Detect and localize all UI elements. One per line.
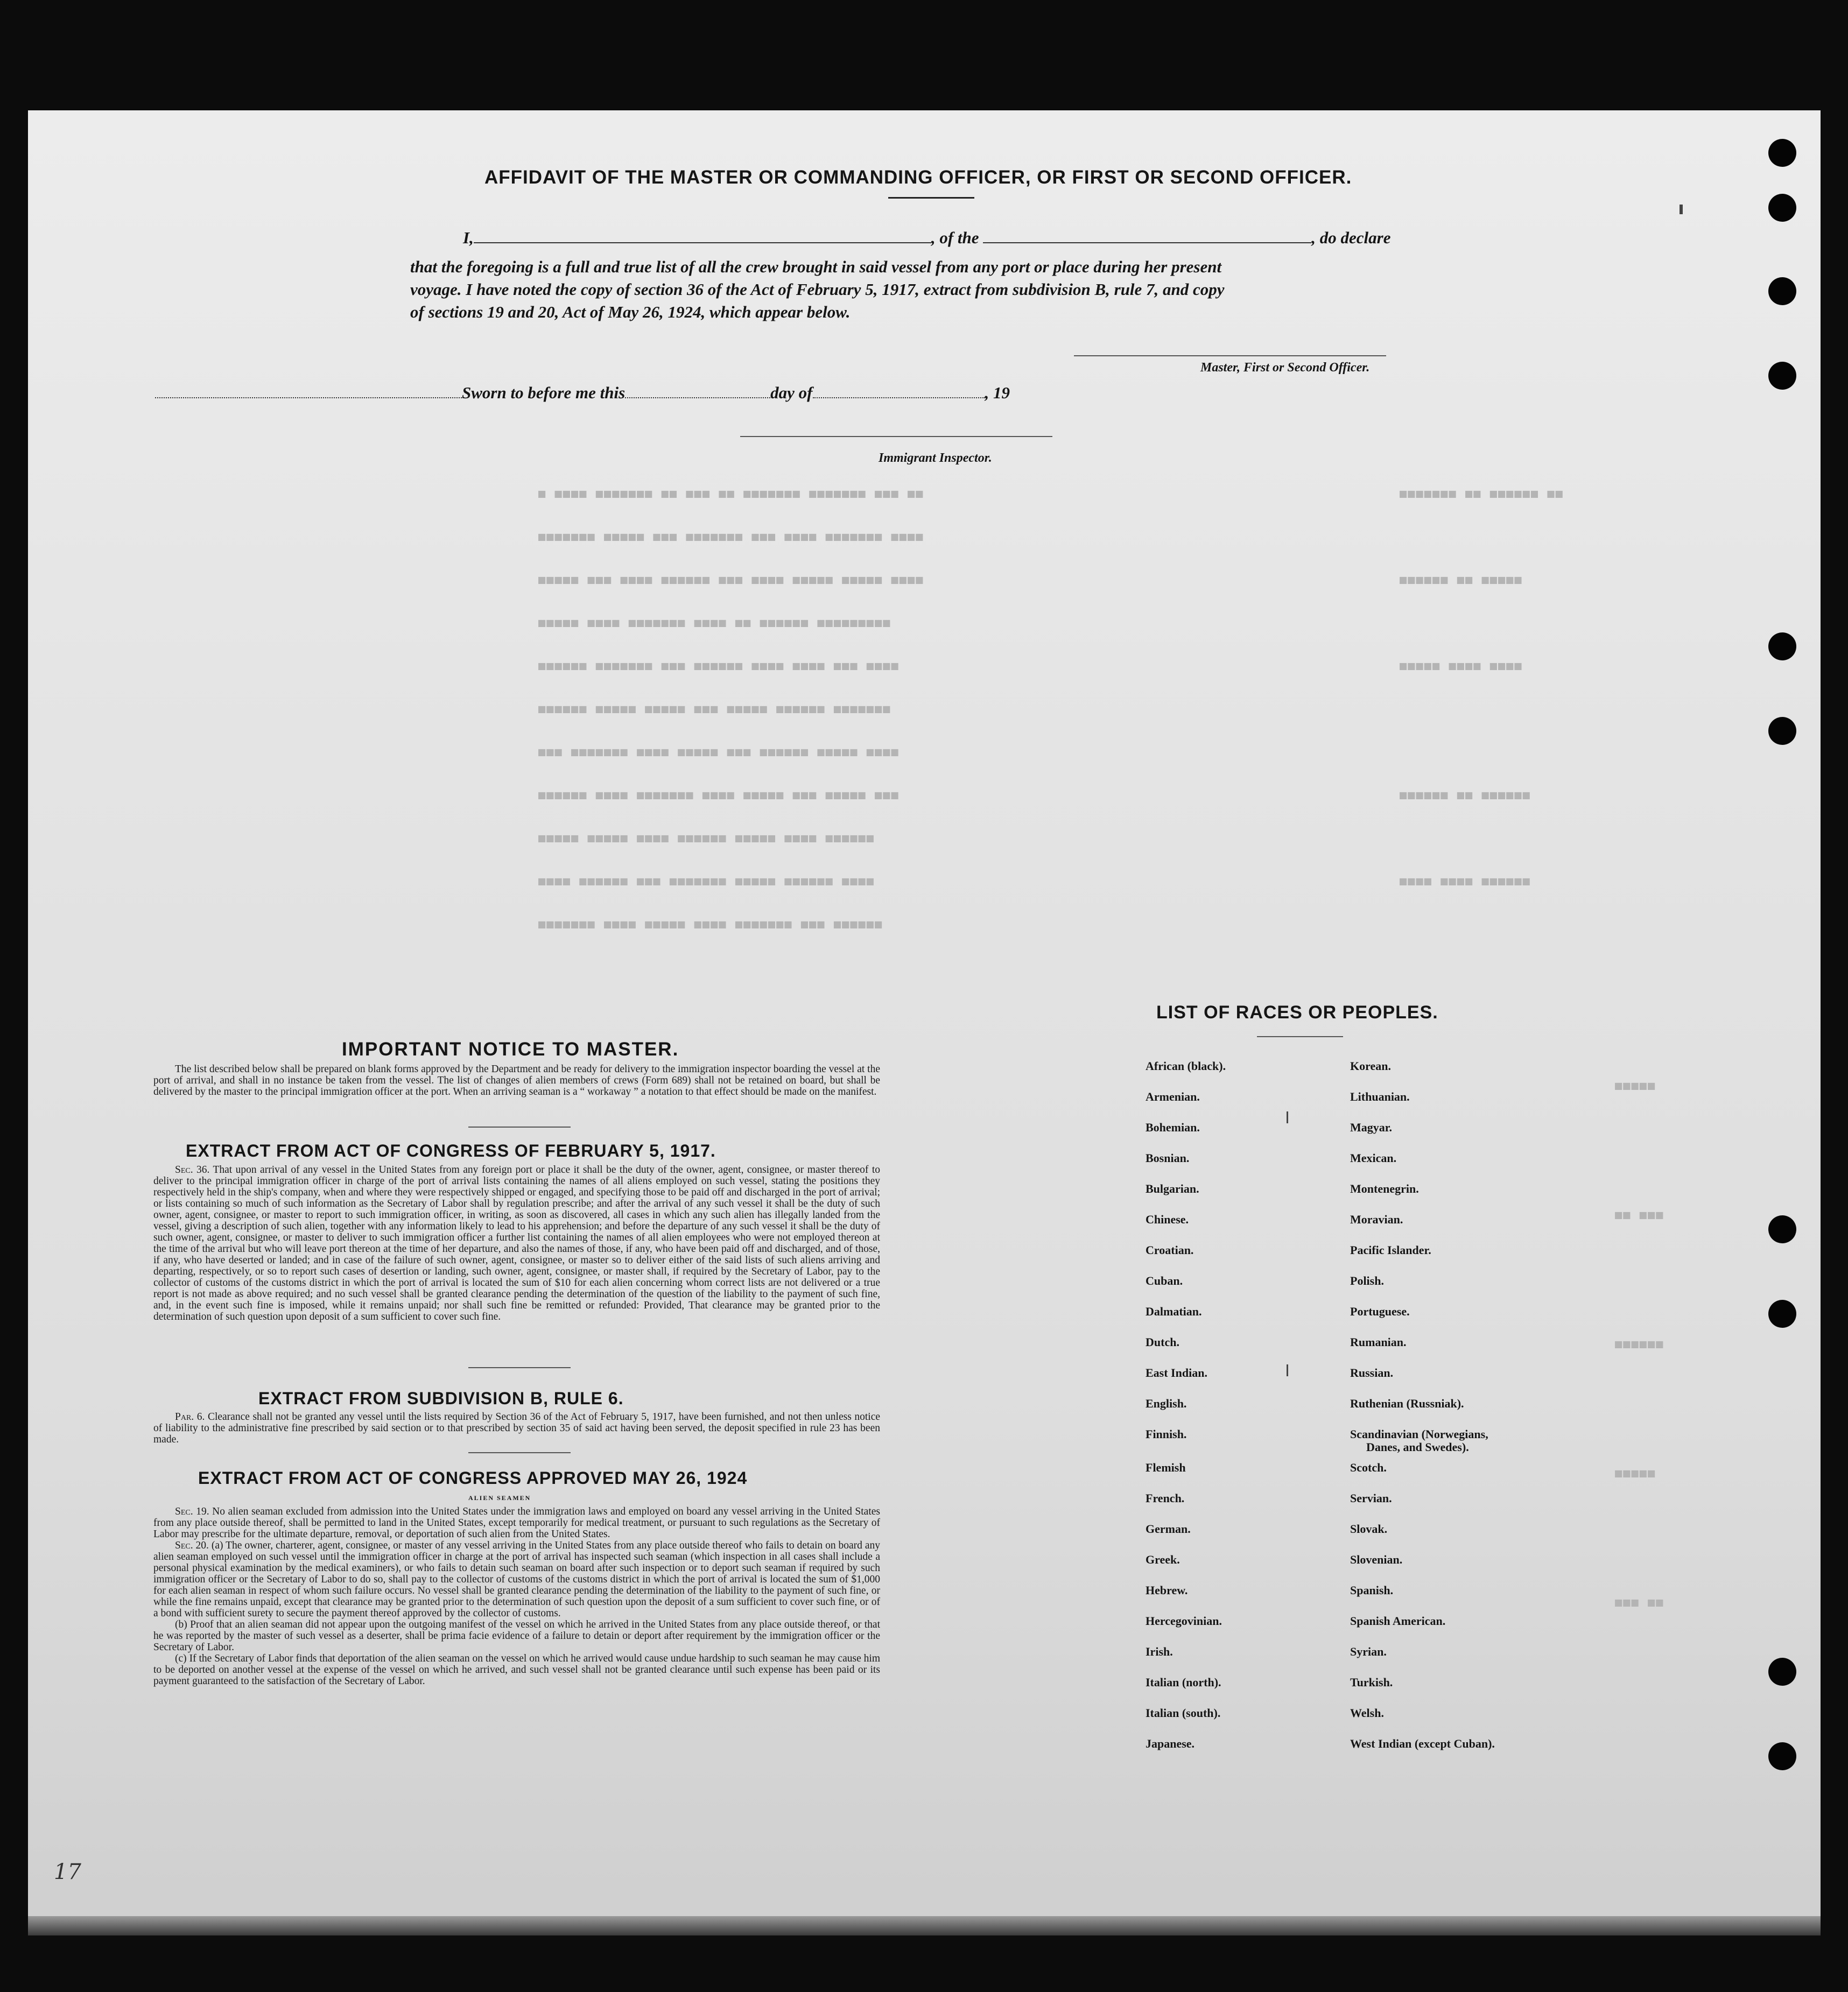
- extract-1924-title: EXTRACT FROM ACT OF CONGRESS APPROVED MAY 26, 1924: [198, 1468, 748, 1488]
- declaration-text-line3: of sections 19 and 20, Act of May 26, 1924, which appear below.: [410, 302, 851, 321]
- day-of-label: day of: [770, 383, 813, 402]
- alien-seamen-subtitle: ALIEN SEAMEN: [468, 1494, 531, 1502]
- day-blank-field[interactable]: [625, 386, 770, 398]
- race-item: Scotch.: [1350, 1461, 1387, 1474]
- par-6-label: Par. 6.: [175, 1411, 205, 1423]
- declaration-line: [463, 226, 1390, 250]
- race-item: Syrian.: [1350, 1645, 1387, 1658]
- sworn-text: Sworn to before me this: [462, 383, 626, 402]
- declaration-text-line1: that the foregoing is a full and true list of all the crew brought in said vessel from any port or place during her present: [410, 257, 1222, 276]
- extract-rule6-body: [153, 1411, 880, 1445]
- punch-hole: [1768, 194, 1796, 222]
- race-item: Slovenian.: [1350, 1553, 1403, 1566]
- section-divider: [468, 1367, 571, 1368]
- race-item: Rumanian.: [1350, 1335, 1407, 1349]
- race-item: Bulgarian.: [1146, 1182, 1199, 1195]
- race-item: German.: [1146, 1522, 1191, 1536]
- punch-hole: [1768, 277, 1796, 305]
- punch-hole: [1768, 1658, 1796, 1686]
- race-item: Flemish: [1146, 1461, 1186, 1474]
- race-item: Scandinavian (Norwegians,: [1350, 1427, 1488, 1441]
- inspector-signature-line[interactable]: [740, 436, 1052, 437]
- declare-of-the-label: , of the: [931, 228, 979, 247]
- race-item: Welsh.: [1350, 1706, 1384, 1720]
- declaration-text-line2: voyage. I have noted the copy of section 36 of the Act of February 5, 1917, extract from subdivision B, rule 7, and copy: [410, 280, 1225, 299]
- race-item: Lithuanian.: [1350, 1090, 1410, 1103]
- sec-20a-text: (a) The owner, charterer, agent, consignee, or master of any vessel arriving in the United States from any place outside thereof who fails to detain on board any alien seaman employed on such vessel until the immigration officer in charge at the port of arrival has inspected such seaman (which inspection in all cases shall include a personal physical examination by the medical examiners), or who fails to detain such seaman on board after such inspection or to deport such seaman if required by such immigration officer or the Secretary of Labor to do so, shall pay to the collector of customs of the customs district in which the port of arrival is located the sum of $1,000 for each alien seaman in respect of whom such failure occurs. No vessel shall be granted clearance pending the determination of the liability to the payment of such fine, or while the fine remains unpaid, except that clearance may be granted prior to the determination of such question upon the deposit of a sum sufficient to cover such fine, or of a bond with sufficient surety to secure the payment thereof approved by the collector of customs.: [153, 1540, 880, 1619]
- sworn-line: [155, 381, 1010, 405]
- race-item: West Indian (except Cuban).: [1350, 1737, 1495, 1750]
- pen-mark: [1287, 1111, 1288, 1123]
- race-item: Pacific Islander.: [1350, 1243, 1431, 1257]
- race-item: Armenian.: [1146, 1090, 1200, 1103]
- master-signature-label: Master, First or Second Officer.: [1200, 361, 1370, 375]
- sec-19-text: No alien seaman excluded from admission into the United States under the immigration laws and employed on board any vessel arriving in the United States from any place outside thereof, shall be permitted to land in the United States, except temporarily for medical treatment, or pursuant to such regulations as the Secretary of Labor may prescribe for the ultimate departure, removal, or deportation of such alien from the United States.: [153, 1506, 881, 1540]
- race-item-continuation: Danes, and Swedes).: [1366, 1440, 1469, 1454]
- race-item: Bosnian.: [1146, 1151, 1190, 1165]
- inspector-label: Immigrant Inspector.: [879, 451, 992, 465]
- race-item: Chinese.: [1146, 1213, 1189, 1226]
- races-title-underline: [1257, 1036, 1343, 1037]
- section-divider: [468, 1452, 571, 1453]
- race-item: Spanish.: [1350, 1583, 1394, 1597]
- race-item: Korean.: [1350, 1059, 1391, 1073]
- race-item: Ruthenian (Russniak).: [1350, 1397, 1464, 1410]
- punch-hole: [1768, 139, 1796, 167]
- race-item: Hercegovinian.: [1146, 1614, 1222, 1628]
- section-divider: [468, 1127, 571, 1128]
- race-item: Finnish.: [1146, 1427, 1187, 1441]
- punch-hole: [1768, 1300, 1796, 1328]
- punch-hole: [1768, 717, 1796, 745]
- race-item: Magyar.: [1350, 1121, 1393, 1134]
- race-item: Bohemian.: [1146, 1121, 1200, 1134]
- punch-hole: [1768, 1215, 1796, 1243]
- punch-hole: [1768, 1742, 1796, 1770]
- races-title: LIST OF RACES OR PEOPLES.: [1156, 1002, 1438, 1023]
- pen-mark: [1287, 1364, 1288, 1376]
- title-underline: [888, 197, 974, 199]
- race-item: Mexican.: [1350, 1151, 1397, 1165]
- race-item: African (black).: [1146, 1059, 1226, 1073]
- extract-rule6-title: EXTRACT FROM SUBDIVISION B, RULE 6.: [258, 1389, 624, 1408]
- notice-paragraph: The list described below shall be prepared on blank forms approved by the Department and be ready for delivery to the immigration inspector boarding the vessel at the port of arrival, and shall in no instance be taken from the vessel. The list of changes of alien members of crews (Form 689) shall not be retained on board, but shall be delivered by the master to the principal immigration officer at the port. When an arriving seaman is a “ workaway ” a notation to that effect should be made on the manifest.: [153, 1064, 880, 1097]
- extract-1917-body: [153, 1164, 880, 1322]
- extract-1924-body: [153, 1506, 880, 1687]
- extract-1917-title: EXTRACT FROM ACT OF CONGRESS OF FEBRUARY 5, 1917.: [186, 1141, 716, 1160]
- notice-text: [153, 1064, 880, 1097]
- sec-20c-text: (c) If the Secretary of Labor finds that deportation of the alien seaman on the vessel on which he arrived would cause undue hardship to such seaman he may cause him to be deported on another vessel at the expense of the vessel on which he arrived, and such vessel shall not be granted clearance until such expense has been paid or its payment guaranteed to the satisfaction of the Secretary of Labor.: [153, 1653, 880, 1687]
- sec-36-text: That upon arrival of any vessel in the United States from any foreign port or place it shall be the duty of the owner, agent, consignee, or master thereof to deliver to the principal immigration officer in charge of the port of arrival lists containing the names of all aliens employed on such vessel, stating the positions they respectively held in the ship's company, when and where they were respectively shipped or engaged, and specifying those to be paid off and discharged in the port of arrival; or lists containing so much of such information as the Secretary of Labor shall by regulation prescribe; and after the arrival of any such vessel it shall be the duty of such owner, agent, consignee, or master to report to such immigration officer, in writing, as soon as discovered, all cases in which any such alien has illegally landed from the vessel, giving a description of such alien, together with any information likely to lead to his apprehension; and before the departure of any such vessel it shall be the duty of such owner, agent, consignee, or master to deliver to such immigration officer a further list containing the names of all alien employees who were not employed thereon at the time of the arrival but who will leave port thereon at the time of her departure, and also the names of those, if any, who have been paid off and discharged, and of those, if any, who have deserted or landed; and in case of the failure of such owner, agent, consignee, or master so to deliver either of the said lists of such aliens arriving and departing, respectively, or so to report such cases of desertion or landing, such owner, agent, consignee, or master shall, if required by the Secretary of Labor, pay to the collector of customs of the customs district in which the port of arrival is located the sum of $10 for each alien concerning whom correct lists are not delivered or a true report is not made as above required; and no such vessel shall be granted clearance pending the determination of the question of the liability to the payment of such fine, and, in the event such fine is imposed, while it remains unpaid; nor shall such fine be remitted or refunded: Provided, That clearance may be granted prior to the determination of such question upon deposit of a sum sufficient to cover such fine.: [153, 1164, 880, 1322]
- race-item: Hebrew.: [1146, 1583, 1188, 1597]
- declare-i-label: I,: [463, 228, 474, 247]
- race-item: English.: [1146, 1397, 1187, 1410]
- race-item: French.: [1146, 1491, 1185, 1505]
- pen-mark: [1680, 205, 1683, 214]
- race-item: Japanese.: [1146, 1737, 1195, 1750]
- race-item: Spanish American.: [1350, 1614, 1446, 1628]
- name-blank-field[interactable]: [474, 231, 931, 243]
- race-item: Slovak.: [1350, 1522, 1388, 1536]
- race-item: Turkish.: [1350, 1676, 1393, 1689]
- sec-20-label: Sec. 20.: [175, 1540, 209, 1551]
- sheet-edge-shadow: [28, 1916, 1821, 1935]
- race-item: Montenegrin.: [1350, 1182, 1419, 1195]
- race-item: East Indian.: [1146, 1366, 1207, 1379]
- punch-hole: [1768, 362, 1796, 390]
- sec-36-label: Sec. 36.: [175, 1164, 210, 1176]
- affidavit-title: AFFIDAVIT OF THE MASTER OR COMMANDING OFFICER, OR FIRST OR SECOND OFFICER.: [484, 167, 1352, 188]
- vessel-blank-field[interactable]: [983, 231, 1311, 243]
- race-item: Moravian.: [1350, 1213, 1403, 1226]
- declare-do-declare-label: , do declare: [1311, 228, 1391, 247]
- race-item: Croatian.: [1146, 1243, 1194, 1257]
- sec-19-label: Sec. 19.: [175, 1506, 209, 1517]
- race-item: Irish.: [1146, 1645, 1173, 1658]
- race-item: Dutch.: [1146, 1335, 1179, 1349]
- race-item: Italian (north).: [1146, 1676, 1221, 1689]
- sworn-prefix-blank[interactable]: [155, 386, 462, 398]
- race-item: Portuguese.: [1350, 1305, 1410, 1318]
- race-item: Italian (south).: [1146, 1706, 1221, 1720]
- punch-hole: [1768, 632, 1796, 660]
- race-item: Greek.: [1146, 1553, 1180, 1566]
- par-6-text: Clearance shall not be granted any vessel until the lists required by Section 36 of the Act of February 5, 1917, have been furnished, and not then unless notice of liability to the administrative fine prescribed by said section or to that prescribed by section 35 of said act having been served, the deposit specified in rule 23 has been made.: [153, 1411, 881, 1445]
- race-item: Dalmatian.: [1146, 1305, 1202, 1318]
- month-blank-field[interactable]: [813, 386, 985, 398]
- margin-handwritten-note: 17: [54, 1860, 81, 1884]
- notice-title: IMPORTANT NOTICE TO MASTER.: [342, 1039, 679, 1060]
- race-item: Polish.: [1350, 1274, 1384, 1287]
- year-prefix-label: , 19: [985, 383, 1010, 402]
- race-item: Servian.: [1350, 1491, 1392, 1505]
- race-item: Russian.: [1350, 1366, 1394, 1379]
- master-signature-line[interactable]: [1074, 355, 1386, 356]
- sec-20b-text: (b) Proof that an alien seaman did not appear upon the outgoing manifest of the vessel on which he arrived in the United States from any place outside thereof, or that he was reported by the master of such vessel as a deserter, shall be prima facie evidence of a failure to detain or deport after requirement by the immigration officer or the Secretary of Labor.: [153, 1619, 880, 1653]
- race-item: Cuban.: [1146, 1274, 1183, 1287]
